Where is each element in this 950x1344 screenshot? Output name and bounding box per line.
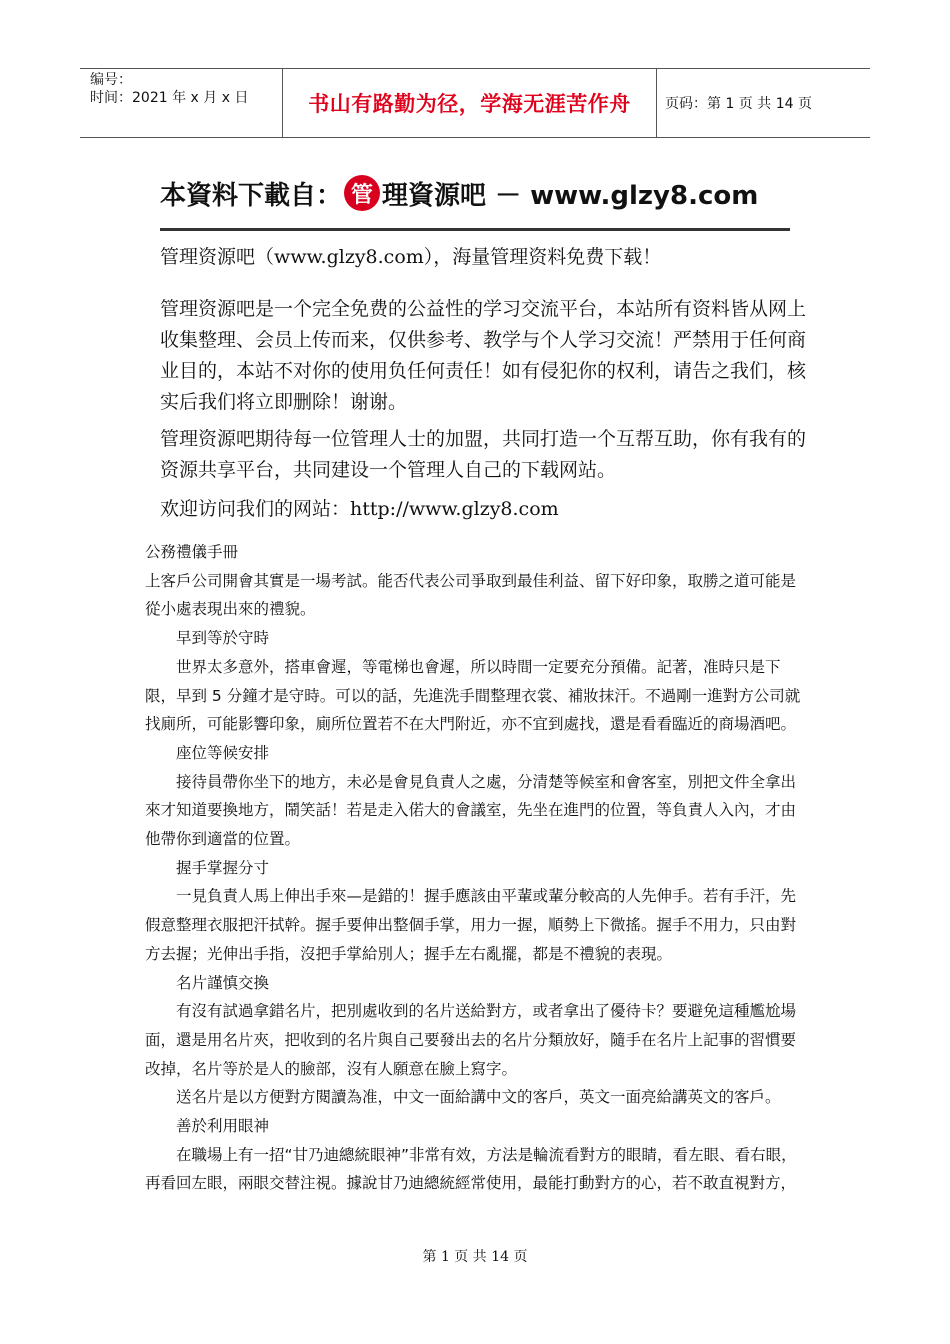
section-body: 接待員帶你坐下的地方，未必是會見負責人之處，分清楚等候室和會客室，別把文件全拿出來才知道要換地方，鬧笑話！若是走入偌大的會議室，先坐在進門的位置，等負責人入內，才由他帶你到適當的位置。 [145,772,797,849]
date-line: 时间：2021 年 x 月 x 日 [90,90,249,106]
section-body: 送名片是以方便對方閱讀為准，中文一面給講中文的客戶，英文一面亮給講英文的客戶。 [176,1088,781,1107]
header-motto-cell [282,69,657,137]
section-body: 一見負責人馬上伸出手來—是錯的！握手應該由平輩或輩分較高的人先伸手。若有手汗，先假意整理衣服把汗拭幹。握手要伸出整個手掌，用力一握，順勢上下微搖。握手不用力，只由對方去握；光伸出手指，沒把手掌給別人；握手左右亂擺，都是不禮貌的表現。 [145,887,797,963]
section-body: 有沒有試過拿錯名片，把別處收到的名片送給對方，或者拿出了優待卡？要避免這種尷尬場面，還是用名片夾，把收到的名片與自己要發出去的名片分類放好，隨手在名片上記事的習慣要改掉，名片等於是人的臉部，沒有人願意在臉上寫字。 [145,1002,797,1078]
banner-website-line: 欢迎访问我们的网站：http://www.glzy8.com [160,498,559,520]
document-body [145,538,805,1198]
section-body: 世界太多意外，搭車會遲，等電梯也會遲，所以時間一定要充分預備。記著，准時只是下限，早到 5 分鐘才是守時。可以的話，先進洗手間整理衣裳、補妝抹汗。不過剛一進對方公司就找廁所，可能影響印象，廁所位置若不在大門附近，亦不宜到處找，還是看看臨近的商場酒吧。 [145,657,801,734]
banner-line1: 管理资源吧（www.glzy8.com），海量管理资料免费下载！ [160,246,662,268]
site-logo-icon: 管 [344,175,380,211]
banner-divider [160,228,790,231]
page-footer [0,1246,950,1266]
download-banner [160,168,807,520]
section-heading: 早到等於守時 [176,629,270,648]
section-heading: 座位等候安排 [176,743,270,762]
header-meta [80,69,280,137]
section-heading: 握手掌握分寸 [176,858,270,877]
header-motto: 书山有路勤为径，学海无涯苦作舟 [308,91,631,116]
banner-paragraph-disclaimer: 管理资源吧是一个完全免费的公益性的学习交流平台，本站所有资料皆从网上收集整理、会员上传而来，仅供参考、教学与个人学习交流！严禁用于任何商业目的，本站不对你的使用负任何责任！如有侵犯你的权利，请告之我们，核实后我们将立即删除！谢谢。 [160,298,807,413]
page-info-text: 页码：第 1 页 共 14 页 [665,96,812,112]
section-body: 在職場上有一招“甘乃迪總統眼神”非常有效，方法是輪流看對方的眼睛，看左眼、看右眼，再看回左眼，兩眼交替注視。據說甘乃迪總統經常使用，最能打動對方的心，若不敢直視對方， [145,1145,797,1193]
banner-title [160,168,800,218]
banner-title-suffix: 理資源吧 － www.glzy8.com [382,180,759,211]
banner-paragraph-invite: 管理资源吧期待每一位管理人士的加盟，共同打造一个互帮互助，你有我有的资源共享平台，共同建设一个管理人自己的下载网站。 [160,428,807,481]
number-label: 编号： [90,72,132,88]
page-header [80,68,870,138]
section-heading: 善於利用眼神 [176,1117,270,1136]
section-heading: 名片謹慎交換 [176,973,270,992]
footer-page-number: 第 1 页 共 14 页 [422,1249,528,1265]
banner-title-prefix: 本資料下載自： [160,180,343,211]
header-page-info [665,69,870,137]
intro-paragraph: 上客戶公司開會其實是一場考試。能否代表公司爭取到最佳利益、留下好印象，取勝之道可能是從小處表現出來的禮貌。 [145,571,797,619]
document-title: 公務禮儀手冊 [145,543,239,561]
